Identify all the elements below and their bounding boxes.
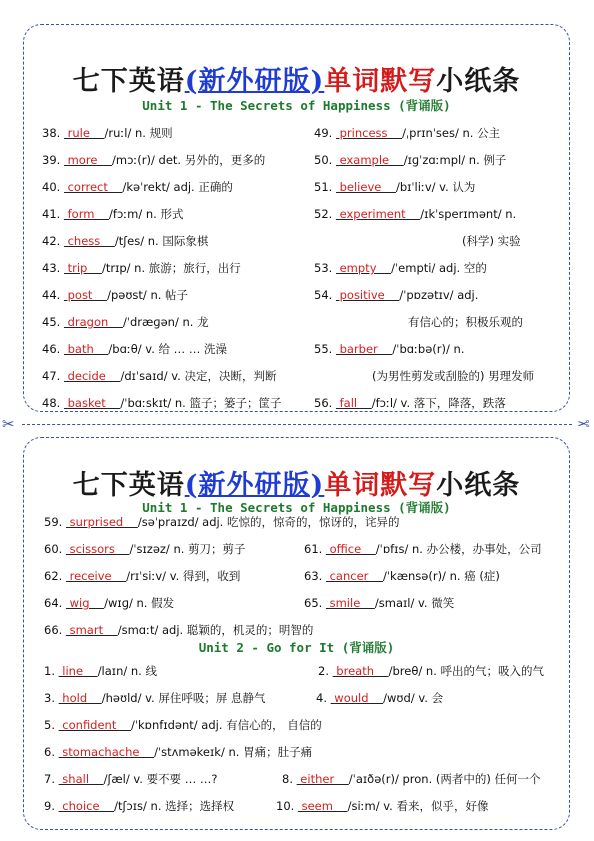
vocab-entry [44, 718, 322, 732]
entry-number: 63. [304, 569, 326, 583]
entry-definition: /fɔːm/ n. 形式 [109, 207, 184, 221]
answer-word: wig [65, 596, 105, 610]
entry-definition: /wɪɡ/ n. 假发 [104, 596, 175, 610]
answer-word: surprised [65, 515, 138, 529]
vocab-entry [372, 369, 534, 383]
scissors-icon: ✂ [577, 415, 590, 433]
vocab-entry [42, 153, 265, 167]
entry-definition: /smaɪl/ v. 微笑 [374, 596, 455, 610]
answer-word: fall [335, 396, 372, 410]
vocab-entry [42, 126, 173, 140]
answer-word: bath [63, 342, 109, 356]
vocab-entry [44, 664, 157, 678]
entry-definition: /ˈsɪzəz/ n. 剪刀；剪子 [129, 542, 246, 556]
answer-word: choice [58, 799, 115, 813]
entry-number: 7. [44, 772, 59, 786]
answer-word: princess [335, 126, 403, 140]
entry-definition: /bɪˈliːv/ v. 认为 [395, 180, 476, 194]
vocab-entry [314, 396, 506, 410]
entry-number: 51. [314, 180, 336, 194]
vocab-entry [42, 288, 188, 302]
vocab-entry [462, 234, 521, 248]
entry-number: 61. [304, 542, 326, 556]
entry-number: 53. [314, 261, 336, 275]
title-part: 单词默写 [324, 66, 437, 97]
answer-word: breath [332, 664, 389, 678]
entry-definition: /ˈkɒnfɪdənt/ adj. 有信心的， 自信的 [130, 718, 322, 732]
entry-number: 2. [318, 664, 333, 678]
sheet-title [24, 463, 569, 502]
entry-number: 56. [314, 396, 336, 410]
entry-definition: /həʊld/ v. 屏住呼吸；屏 息静气 [101, 691, 266, 705]
entry-definition: (为男性剪发或刮脸的) 男理发师 [372, 369, 535, 383]
entry-number: 45. [42, 315, 64, 329]
vocab-entry [42, 180, 233, 194]
answer-word: positive [335, 288, 400, 302]
answer-word: smart [65, 623, 118, 637]
title-edition: (新外研版) [184, 66, 325, 97]
entry-number: 44. [42, 288, 64, 302]
entry-definition: 有信心的；积极乐观的 [408, 315, 523, 329]
vocab-entry [282, 772, 541, 786]
title-part: 单词默写 [324, 470, 437, 501]
entry-definition: /ˈdræɡən/ n. 龙 [122, 315, 209, 329]
title-part: 小纸条 [436, 66, 521, 97]
vocab-entry [42, 396, 281, 410]
entry-definition: /ˈpɒzətɪv/ adj. [399, 288, 479, 302]
entry-number: 50. [314, 153, 336, 167]
unit-subtitle: Unit 1 - The Secrets of Happiness (背诵版) [142, 98, 451, 113]
entry-definition: /trɪp/ n. 旅游；旅行，出行 [101, 261, 241, 275]
entry-definition: /bɑːθ/ v. 给 … … 洗澡 [108, 342, 227, 356]
entry-number: 60. [44, 542, 66, 556]
vocab-entry [42, 234, 208, 248]
entry-number: 48. [42, 396, 64, 410]
answer-word: empty [335, 261, 392, 275]
vocab-entry [44, 799, 234, 813]
answer-word: receive [65, 569, 127, 583]
entry-number: 42. [42, 234, 64, 248]
entry-definition: /siːm/ v. 看来，似乎，好像 [347, 799, 489, 813]
entry-number: 6. [44, 745, 59, 759]
vocab-entry [304, 542, 542, 556]
title-part: 七下英语 [72, 66, 185, 97]
sheet-title [24, 59, 569, 98]
cut-divider [0, 415, 594, 433]
entry-definition: /mɔː(r)/ det. 另外的，更多的 [112, 153, 266, 167]
title-part: 七下英语 [72, 470, 185, 501]
vocab-entry [304, 596, 454, 610]
vocab-entry [42, 207, 184, 221]
answer-word: shall [58, 772, 104, 786]
vocab-entry [304, 569, 500, 583]
entry-number: 59. [44, 515, 66, 529]
entry-number: 10. [276, 799, 298, 813]
entry-number: 46. [42, 342, 64, 356]
answer-word: correct [63, 180, 123, 194]
entry-number: 62. [44, 569, 66, 583]
entry-definition: /breθ/ n. 呼出的气；吸入的气 [388, 664, 545, 678]
scissors-icon: ✂ [2, 415, 15, 433]
answer-word: trip [63, 261, 102, 275]
entry-number: 55. [314, 342, 336, 356]
vocab-entry [42, 342, 227, 356]
entry-definition: /dɪˈsaɪd/ v. 决定，决断，判断 [120, 369, 277, 383]
entry-number: 47. [42, 369, 64, 383]
entry-definition: /ˈaɪðə(r)/ pron. (两者中的) 任何一个 [348, 772, 541, 786]
answer-word: post [63, 288, 108, 302]
entry-number: 3. [44, 691, 59, 705]
entry-number: 5. [44, 718, 59, 732]
title-edition: (新外研版) [184, 470, 325, 501]
entry-number: 8. [282, 772, 297, 786]
entry-definition: /ruːl/ n. 规则 [104, 126, 173, 140]
entry-definition: /ˈɒfɪs/ n. 办公楼，办事处，公司 [375, 542, 542, 556]
answer-word: form [63, 207, 110, 221]
answer-word: barber [335, 342, 393, 356]
vocab-entry [314, 180, 475, 194]
answer-word: either [296, 772, 349, 786]
answer-word: basket [63, 396, 121, 410]
vocab-entry [44, 623, 313, 637]
unit-subtitle: Unit 1 - The Secrets of Happiness (背诵版) [142, 500, 451, 515]
entry-definition: /ɪɡˈzɑːmpl/ n. 例子 [403, 153, 507, 167]
answer-word: cancer [325, 569, 384, 583]
vocab-entry [314, 126, 500, 140]
answer-word: office [325, 542, 376, 556]
dashed-cut-line [22, 424, 572, 425]
entry-number: 49. [314, 126, 336, 140]
answer-word: line [58, 664, 98, 678]
entry-number: 40. [42, 180, 64, 194]
answer-word: dragon [63, 315, 123, 329]
answer-word: experiment [335, 207, 421, 221]
vocab-entry [314, 288, 478, 302]
vocab-entry [314, 261, 487, 275]
vocab-entry [42, 369, 276, 383]
entry-number: 38. [42, 126, 64, 140]
vocab-entry [44, 596, 174, 610]
vocab-entry [44, 569, 240, 583]
entry-definition: /ɪkˈsperɪmənt/ n. [420, 207, 517, 221]
entry-definition: /laɪn/ n. 线 [97, 664, 157, 678]
vocab-entry [44, 691, 266, 705]
entry-number: 1. [44, 664, 59, 678]
vocab-entry [44, 745, 312, 759]
answer-word: decide [63, 369, 121, 383]
answer-word: stomachache [58, 745, 155, 759]
vocab-entry [276, 799, 488, 813]
entry-definition: /tʃes/ n. 国际象棋 [114, 234, 209, 248]
answer-word: more [63, 153, 113, 167]
answer-word: confident [58, 718, 131, 732]
entry-definition: /ˈbɑːskɪt/ n. 篮子；篓子；筐子 [120, 396, 282, 410]
vocab-entry [314, 153, 506, 167]
entry-definition: /wʊd/ v. 会 [383, 691, 444, 705]
entry-number: 54. [314, 288, 336, 302]
entry-number: 4. [316, 691, 331, 705]
entry-number: 64. [44, 596, 66, 610]
title-part: 小纸条 [436, 470, 521, 501]
entry-definition: (科学) 实验 [462, 234, 521, 248]
entry-definition: /ˈstʌməkeɪk/ n. 胃痛；肚子痛 [154, 745, 313, 759]
vocab-entry [44, 772, 218, 786]
entry-definition: /ˈbɑːbə(r)/ n. [392, 342, 465, 356]
entry-definition: /kəˈrekt/ adj. 正确的 [122, 180, 233, 194]
answer-word: seem [297, 799, 348, 813]
entry-definition: /ˈkænsə(r)/ n. 癌 (症) [383, 569, 500, 583]
answer-word: would [330, 691, 384, 705]
entry-definition: /pəʊst/ n. 帖子 [107, 288, 189, 302]
answer-word: smile [325, 596, 375, 610]
answer-word: believe [335, 180, 396, 194]
answer-word: hold [58, 691, 102, 705]
vocab-entry [316, 691, 443, 705]
entry-definition: /fɔːl/ v. 落下，降落，跌落 [371, 396, 506, 410]
vocab-entry [44, 515, 400, 529]
unit-subtitle: Unit 2 - Go for It (背诵版) [198, 640, 395, 655]
entry-number: 43. [42, 261, 64, 275]
vocab-entry [42, 315, 209, 329]
entry-definition: /smɑːt/ adj. 聪颖的，机灵的；明智的 [117, 623, 314, 637]
vocab-entry [318, 664, 544, 678]
entry-definition: /tʃɔɪs/ n. 选择；选择权 [114, 799, 235, 813]
entry-definition: /səˈpraɪzd/ adj. 吃惊的，惊奇的，惊讶的，诧异的 [137, 515, 400, 529]
entry-number: 9. [44, 799, 59, 813]
answer-word: chess [63, 234, 115, 248]
answer-word: rule [63, 126, 105, 140]
entry-number: 41. [42, 207, 64, 221]
vocab-entry [314, 207, 516, 221]
vocab-entry [314, 342, 464, 356]
answer-word: scissors [65, 542, 130, 556]
entry-definition: /ˌprɪnˈses/ n. 公主 [402, 126, 501, 140]
entry-number: 66. [44, 623, 66, 637]
vocab-entry [44, 542, 246, 556]
entry-definition: /ˈempti/ adj. 空的 [391, 261, 487, 275]
vocab-entry [42, 261, 241, 275]
entry-number: 52. [314, 207, 336, 221]
entry-definition: /ʃæl/ v. 要不要 … …? [103, 772, 218, 786]
answer-word: example [335, 153, 404, 167]
entry-number: 65. [304, 596, 326, 610]
entry-number: 39. [42, 153, 64, 167]
entry-definition: /rɪˈsiːv/ v. 得到，收到 [126, 569, 241, 583]
vocab-entry [408, 315, 523, 329]
